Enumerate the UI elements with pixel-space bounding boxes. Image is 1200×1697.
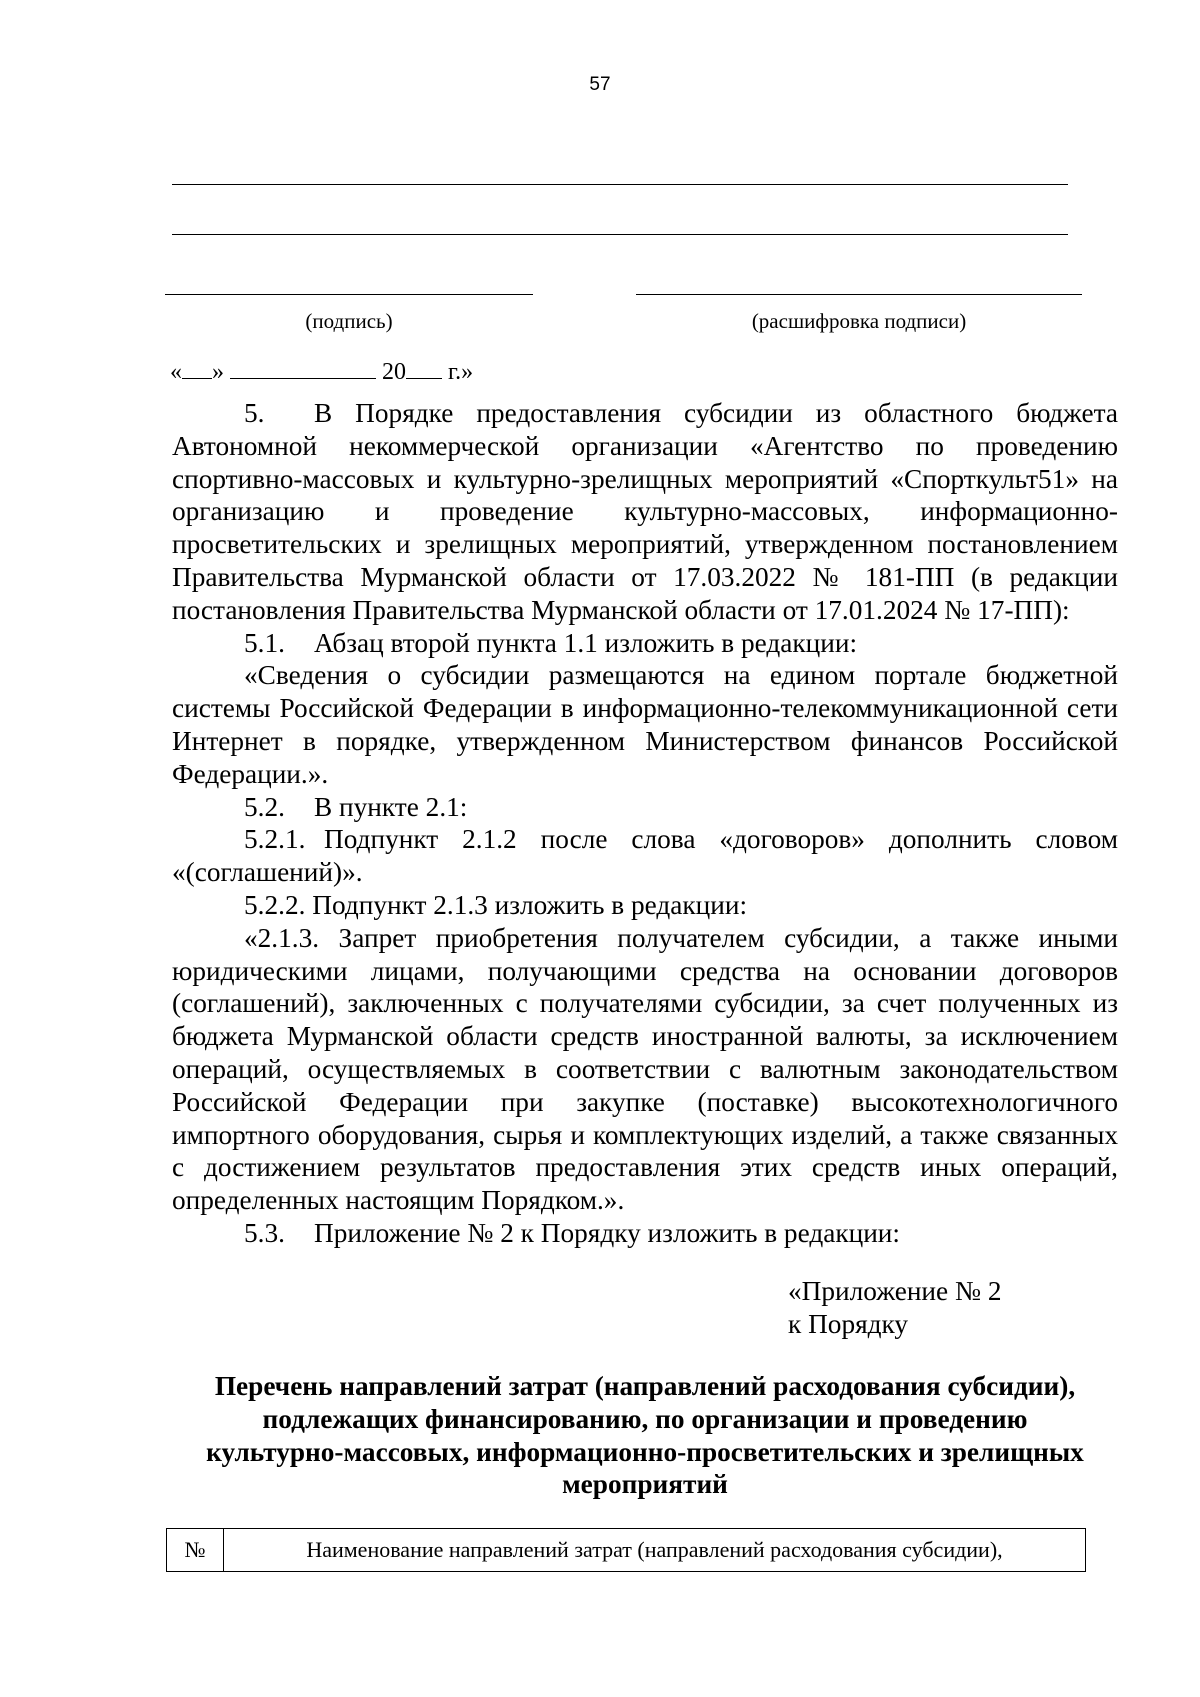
day-blank xyxy=(182,358,212,379)
date-open-quote: « xyxy=(170,359,182,385)
list-title-line-1: Перечень направлений затрат (направлений расходования субсидии), xyxy=(214,1371,1076,1401)
list-title-line-2: подлежащих финансированию, по организации и проведению xyxy=(262,1403,1028,1434)
paragraph-5 xyxy=(172,397,1118,627)
date-suffix: г.» xyxy=(448,359,474,385)
page-number: 57 xyxy=(589,74,611,95)
blank-line-1 xyxy=(172,184,1068,185)
paragraph-text: Абзац второй пункта 1.1 изложить в редакции: xyxy=(314,627,858,658)
paragraph-5-1 xyxy=(172,627,1118,660)
paragraph-text: Подпункт 2.1.2 после слова «договоров» дополнить словом «(соглашений)». xyxy=(172,824,1118,888)
paragraph-text: «Сведения о субсидии размещаются на едином портале бюджетной системы Российской Федерации в информационно-телекоммуникационной сети Интернет в порядке, утвержденном Министерством финансов Российской Федерации.». xyxy=(172,660,1118,789)
date-line xyxy=(170,358,473,386)
signature-decoding-caption: (расшифровка подписи) xyxy=(751,309,967,333)
costs-table xyxy=(166,1528,1086,1572)
table-header-row xyxy=(167,1529,1086,1572)
paragraph-number: 5.3. xyxy=(244,1217,285,1248)
year-blank xyxy=(406,358,442,379)
amendment-text xyxy=(172,397,1118,1250)
paragraph-5-2-2 xyxy=(172,889,1118,922)
paragraph-5-2-1 xyxy=(172,823,1118,889)
paragraph-5-3 xyxy=(172,1217,1118,1250)
appendix-line-2: к Порядку xyxy=(788,1308,909,1339)
appendix-line-1: «Приложение № 2 xyxy=(788,1276,1002,1306)
paragraph-text: В Порядке предоставления субсидии из областного бюджета Автономной некоммерческой организации «Агентство по проведению спортивно-массовых и культурно-зрелищных мероприятий «Спорткульт51» на организацию и проведение культурно-массовых, информационно-просветительских и зрелищных мероприятий, утвержденном постановлением Правительства Мурманской области от 17.03.2022 № 181-ПП (в редакции постановления Правительства Мурманской области от 17.01.2024 № 17-ПП): xyxy=(172,398,1118,625)
paragraph-2-1-3-quote xyxy=(172,922,1118,1217)
blank-line-2 xyxy=(172,234,1068,235)
signature-line xyxy=(165,294,533,295)
signature-decoding-line xyxy=(636,294,1082,295)
paragraph-text: 5.2.2. Подпункт 2.1.3 изложить в редакции: xyxy=(244,889,748,920)
paragraph-text: В пункте 2.1: xyxy=(314,791,468,822)
column-name-header: Наименование направлений затрат (направлений расходования субсидии), xyxy=(224,1529,1086,1572)
list-title xyxy=(172,1370,1118,1501)
paragraph-5-2 xyxy=(172,791,1118,824)
signature-caption: (подпись) xyxy=(305,309,393,333)
paragraph-5-1-quote xyxy=(172,659,1118,790)
paragraph-number: 5.2.1. xyxy=(244,824,306,855)
paragraph-number: 5.2. xyxy=(244,791,285,822)
list-title-line-3: культурно-массовых, информационно-просветительских и зрелищных xyxy=(206,1436,1084,1467)
paragraph-text: «2.1.3. Запрет приобретения получателем субсидии, а также иными юридическими лицами, получающими средства на основании договоров (соглашений), заключенных с получателями субсидии, за счет полученных из бюджета Мурманской области средств иностранной валюты, за исключением операций, осуществляемых в соответствии с валютным законодательством Российской Федерации при закупке (поставке) высокотехнологичного импортного оборудования, сырья и комплектующих изделий, а также связанных с достижением результатов предоставления этих средств иных операций, определенных настоящим Порядком.». xyxy=(172,922,1118,1216)
date-year-prefix: 20 xyxy=(382,359,406,385)
column-number-header: № xyxy=(167,1529,224,1572)
appendix-heading xyxy=(788,1275,1002,1341)
paragraph-text: Приложение № 2 к Порядку изложить в редакции: xyxy=(314,1217,901,1248)
paragraph-number: 5.1. xyxy=(244,627,285,658)
list-title-line-4: мероприятий xyxy=(562,1469,728,1500)
month-blank xyxy=(230,358,376,379)
date-close-quote: » xyxy=(212,359,224,385)
paragraph-number: 5. xyxy=(244,398,265,428)
